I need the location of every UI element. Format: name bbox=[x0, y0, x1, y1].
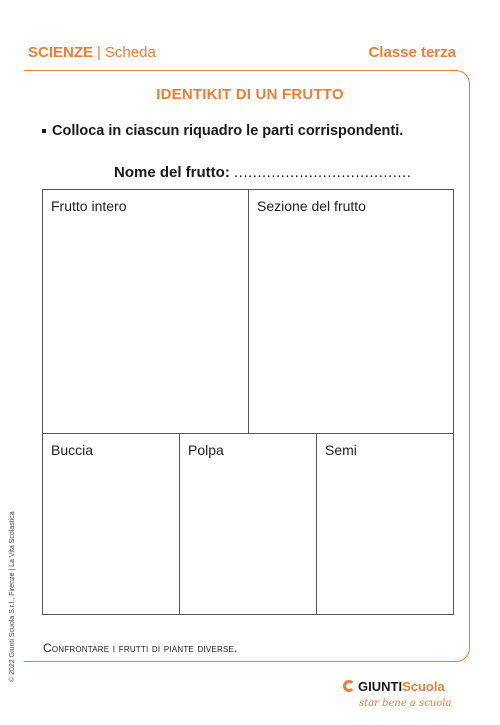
sheet-label: Scheda bbox=[104, 44, 156, 61]
grade-label: Classe terza bbox=[368, 44, 456, 61]
box-whole-fruit-label: Frutto intero bbox=[51, 198, 127, 214]
copyright-notice: © 2022 Giunti Scuola S.r.l., Firenze | La Vita Scolastica bbox=[9, 511, 16, 682]
box-peel[interactable] bbox=[42, 433, 180, 615]
fruit-name-field bbox=[114, 164, 411, 181]
box-fruit-section-label: Sezione del frutto bbox=[257, 198, 366, 214]
giunti-logo-icon bbox=[343, 680, 355, 692]
box-whole-fruit[interactable] bbox=[42, 189, 249, 434]
subject-label: SCIENZE bbox=[28, 44, 94, 61]
box-pulp[interactable] bbox=[179, 433, 317, 615]
fruit-name-blank[interactable]: ...................................... bbox=[234, 164, 412, 181]
box-fruit-section[interactable] bbox=[248, 189, 454, 434]
fruit-name-label: Nome del frutto: bbox=[114, 164, 230, 181]
box-pulp-label: Polpa bbox=[188, 442, 224, 458]
instruction-text: Colloca in ciascun riquadro le parti corrispondenti. bbox=[52, 123, 404, 139]
publisher-logo bbox=[343, 678, 463, 709]
footer-note: Confrontare i frutti di piante diverse. bbox=[43, 641, 238, 655]
logo-brand-suffix: Scuola bbox=[402, 679, 445, 694]
header-separator: | bbox=[97, 44, 101, 61]
header-subject bbox=[28, 44, 156, 61]
instruction bbox=[42, 123, 403, 139]
bullet-icon bbox=[42, 129, 46, 133]
logo-tagline: star bene a scuola bbox=[359, 698, 452, 709]
box-peel-label: Buccia bbox=[51, 442, 94, 458]
box-seeds[interactable] bbox=[316, 433, 454, 615]
logo-brand: GIUNTI bbox=[358, 679, 403, 694]
page-title: IDENTIKIT DI UN FRUTTO bbox=[156, 86, 344, 103]
box-seeds-label: Semi bbox=[325, 442, 357, 458]
